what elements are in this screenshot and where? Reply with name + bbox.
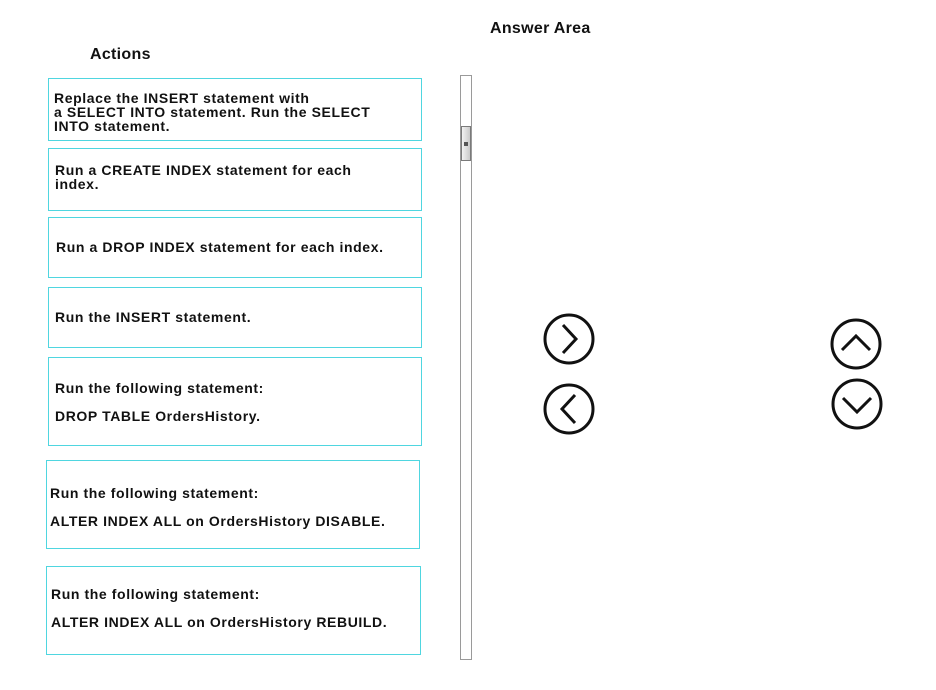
action-item-line: DROP TABLE OrdersHistory. xyxy=(55,408,261,424)
scrollbar-grip-icon xyxy=(464,142,468,146)
action-item-alter-index-disable[interactable] xyxy=(46,460,420,549)
action-item-create-index[interactable] xyxy=(48,148,422,211)
chevron-right-circle-icon xyxy=(543,313,595,365)
actions-title: Actions xyxy=(90,46,151,63)
action-item-drop-table[interactable] xyxy=(48,357,422,446)
move-left-button[interactable] xyxy=(543,383,595,435)
action-item-line: ALTER INDEX ALL on OrdersHistory REBUILD. xyxy=(51,614,388,630)
move-down-button[interactable] xyxy=(831,378,883,430)
action-item-line: INTO statement. xyxy=(54,118,171,134)
action-item-line: Replace the INSERT statement with xyxy=(54,90,310,106)
action-item-line: Run a DROP INDEX statement for each index. xyxy=(56,239,384,255)
action-item-line: Run the following statement: xyxy=(55,380,264,396)
action-item-run-insert[interactable] xyxy=(48,287,422,348)
answer-area-title: Answer Area xyxy=(490,20,591,37)
action-item-alter-index-rebuild[interactable] xyxy=(46,566,421,655)
action-item-label xyxy=(55,163,417,191)
actions-scrollbar[interactable] xyxy=(460,75,472,660)
action-item-line: index. xyxy=(55,176,100,192)
action-item-select-into[interactable] xyxy=(48,78,422,141)
move-up-button[interactable] xyxy=(830,318,882,370)
chevron-up-circle-icon xyxy=(830,318,882,370)
action-item-drop-index[interactable] xyxy=(48,217,422,278)
action-item-line: a SELECT INTO statement. Run the SELECT xyxy=(54,104,371,120)
action-item-label xyxy=(54,91,417,133)
chevron-left-circle-icon xyxy=(543,383,595,435)
action-item-line: Run the following statement: xyxy=(51,586,260,602)
action-item-line: Run the following statement: xyxy=(50,485,259,501)
action-item-line: Run the INSERT statement. xyxy=(55,309,252,325)
scrollbar-thumb[interactable] xyxy=(461,126,471,161)
chevron-down-circle-icon xyxy=(831,378,883,430)
move-right-button[interactable] xyxy=(543,313,595,365)
action-item-line: Run a CREATE INDEX statement for each xyxy=(55,162,352,178)
action-item-line: ALTER INDEX ALL on OrdersHistory DISABLE. xyxy=(50,513,386,529)
